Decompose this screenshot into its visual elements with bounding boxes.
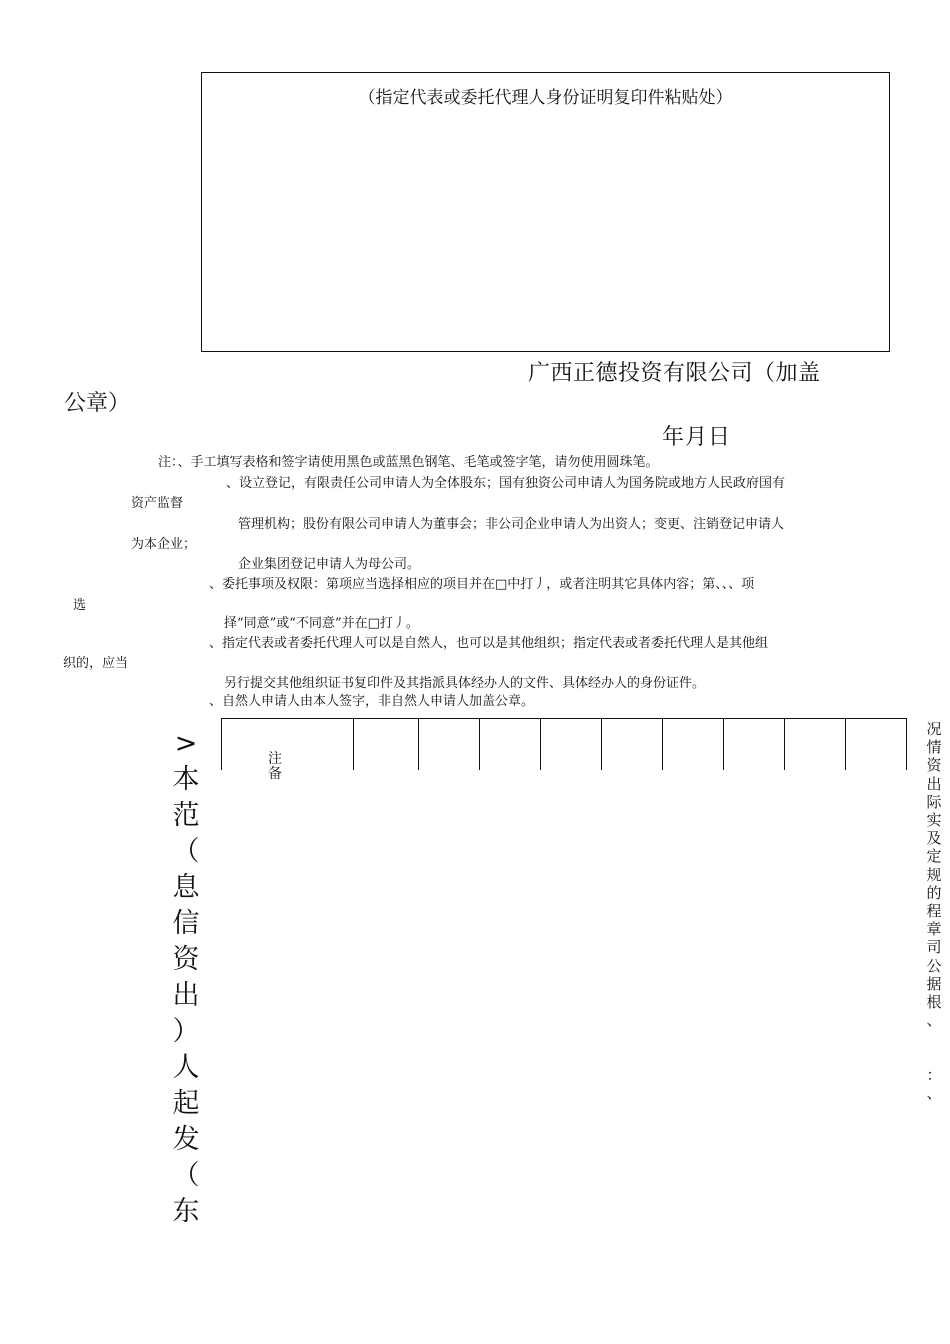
vertical-char: 资 bbox=[926, 756, 942, 775]
vertical-char: 起 bbox=[172, 1088, 200, 1119]
vertical-char: 章 bbox=[926, 920, 942, 939]
table-column-line bbox=[845, 718, 846, 770]
vertical-char: 信 bbox=[172, 908, 200, 939]
vertical-char: 范 bbox=[172, 800, 200, 831]
vertical-char: 际 bbox=[926, 792, 942, 811]
table-column-line bbox=[784, 718, 785, 770]
remark-char: 备 bbox=[268, 766, 282, 782]
date-line: 年月日 bbox=[662, 425, 732, 450]
vertical-char: 、 bbox=[926, 1011, 942, 1030]
note-line: 企业集团登记申请人为母公司。 bbox=[238, 557, 421, 572]
vertical-char: 出 bbox=[172, 980, 200, 1011]
vertical-char: 公 bbox=[926, 956, 942, 975]
vertical-char: 出 bbox=[926, 774, 942, 793]
id-copy-paste-box bbox=[201, 72, 890, 352]
vertical-char: 的 bbox=[926, 883, 942, 902]
table-column-line bbox=[353, 718, 354, 770]
remark-char: 注 bbox=[268, 751, 282, 767]
table-column-line bbox=[221, 718, 222, 770]
vertical-char: 情 bbox=[926, 738, 942, 757]
vertical-text-right bbox=[920, 720, 948, 1102]
vertical-char: 资 bbox=[172, 944, 200, 975]
vertical-char: 司 bbox=[926, 938, 942, 957]
vertical-char: 根 bbox=[926, 993, 942, 1012]
note-line: 、设立登记，有限责任公司申请人为全体股东；国有独资公司申请人为国务院或地方人民政府国有 bbox=[226, 476, 786, 491]
id-box-caption: （指定代表或委托代理人身份证明复印件粘贴处） bbox=[358, 88, 733, 108]
note-line: 、自然人申请人由本人签字，非自然人申请人加盖公章。 bbox=[209, 694, 535, 709]
remark-header bbox=[268, 752, 282, 782]
vertical-char: （ bbox=[172, 1160, 200, 1191]
note-line: 织的，应当 bbox=[63, 656, 129, 671]
note-line: 、指定代表或者委托代理人可以是自然人，也可以是其他组织；指定代表或者委托代理人是其他组 bbox=[209, 636, 769, 651]
table-column-line bbox=[723, 718, 724, 770]
note-line: 选 bbox=[73, 598, 87, 613]
table-column-line bbox=[418, 718, 419, 770]
vertical-text-left bbox=[164, 726, 208, 1230]
vertical-char: 发 bbox=[172, 1124, 200, 1155]
company-name-line-continued: 公章） bbox=[64, 391, 131, 416]
table-column-line bbox=[479, 718, 480, 770]
table-top-border bbox=[221, 718, 907, 719]
vertical-char: >本 bbox=[172, 728, 200, 795]
table-column-line bbox=[601, 718, 602, 770]
note-line: 注：、手工填写表格和签字请使用黑色或蓝黑色钢笔、毛笔或签字笔，请勿使用圆珠笔。 bbox=[158, 455, 659, 470]
vertical-char: ： bbox=[926, 1065, 942, 1084]
vertical-char bbox=[920, 1048, 948, 1066]
table-column-line bbox=[662, 718, 663, 770]
vertical-char: 实 bbox=[926, 811, 942, 830]
vertical-char bbox=[920, 1029, 948, 1047]
vertical-char: ） bbox=[172, 1016, 200, 1047]
note-line: 择“同意”或“不同意”并在□打丿。 bbox=[224, 616, 419, 631]
vertical-char: 况 bbox=[926, 720, 942, 738]
vertical-char: 定 bbox=[926, 847, 942, 866]
note-line: 管理机构；股份有限公司申请人为董事会；非公司企业申请人为出资人；变更、注销登记申请人 bbox=[238, 517, 785, 532]
vertical-char: 程 bbox=[926, 902, 942, 921]
vertical-char: （ bbox=[172, 836, 200, 867]
table-column-line bbox=[906, 718, 907, 770]
table-column-line bbox=[540, 718, 541, 770]
note-line: 、委托事项及权限：第项应当选择相应的项目并在□中打丿，或者注明其它具体内容；第、、、项 bbox=[209, 577, 755, 592]
note-line: 资产监督 bbox=[131, 496, 184, 511]
vertical-char: 规 bbox=[926, 865, 942, 884]
vertical-char: 及 bbox=[926, 829, 942, 848]
note-line: 另行提交其他组织证书复印件及其指派具体经办人的文件、具体经办人的身份证件。 bbox=[224, 676, 706, 691]
vertical-char: 人 bbox=[172, 1052, 200, 1083]
note-line: 为本企业； bbox=[131, 537, 197, 552]
vertical-char: 、 bbox=[926, 1084, 942, 1103]
vertical-char: 据 bbox=[926, 974, 942, 993]
company-name-line: 广西正德投资有限公司（加盖 bbox=[528, 361, 821, 386]
vertical-char: 东 bbox=[172, 1196, 200, 1227]
vertical-char: 息 bbox=[172, 872, 200, 903]
